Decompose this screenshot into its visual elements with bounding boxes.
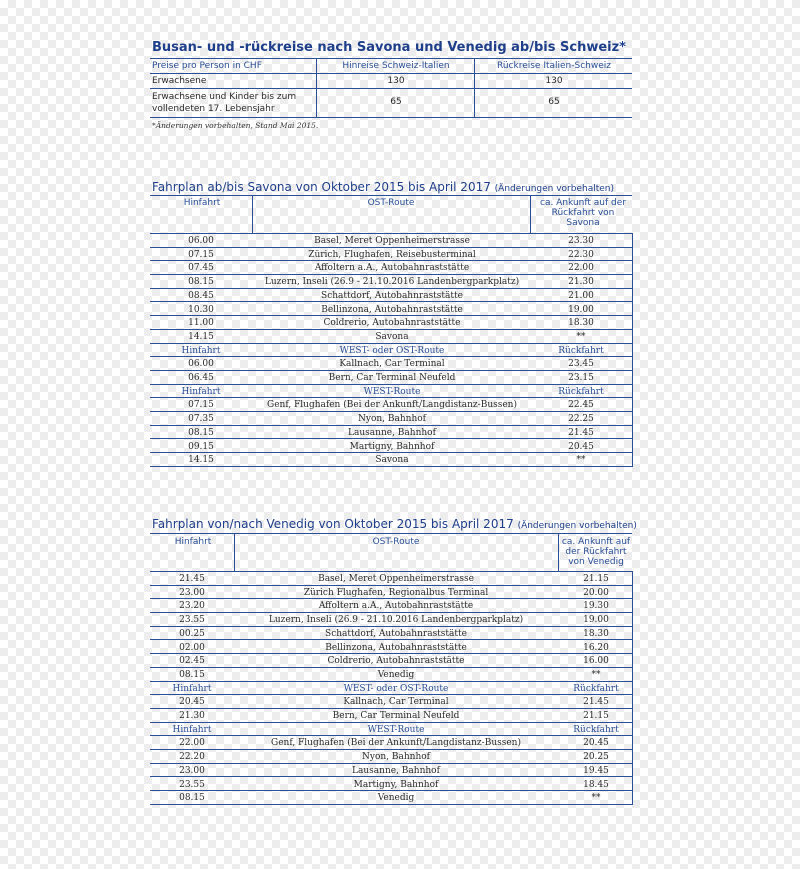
stop-name: Bellinzona, Autobahnraststätte — [321, 304, 463, 315]
stop-name: Bern, Car Terminal Neufeld — [332, 711, 460, 721]
section-header-row — [150, 344, 632, 358]
section-route-label: WEST- oder OST-Route — [339, 345, 445, 356]
table-row — [150, 371, 632, 385]
departure-time: 22.00 — [179, 738, 205, 749]
price-head-rule — [150, 73, 632, 74]
venedig-head-vdivider-1 — [234, 533, 235, 572]
table-row — [150, 261, 632, 275]
table-row — [150, 303, 632, 317]
departure-time: 14.15 — [188, 455, 214, 466]
price-vdivider-1 — [316, 58, 317, 117]
price-title: Busan- und -rückreise nach Savona und Venedig ab/bis Schweiz* — [152, 40, 626, 55]
table-row — [150, 398, 632, 412]
stop-name: Savona — [375, 455, 409, 466]
departure-time: 20.45 — [179, 697, 205, 708]
return-time: 23.30 — [568, 236, 594, 246]
departure-time: 14.15 — [188, 331, 214, 342]
departure-time: 23.55 — [179, 779, 205, 790]
price-footnote: *Änderungen vorbehalten, Stand Mai 2015. — [152, 121, 319, 130]
section-hinfahrt-label: Hinfahrt — [181, 345, 221, 356]
return-time: ** — [591, 669, 601, 680]
departure-time: 08.15 — [188, 427, 214, 438]
departure-time: 06.00 — [188, 359, 214, 370]
section-route-label: WEST-Route — [367, 724, 425, 735]
return-time: 20.25 — [583, 752, 609, 763]
price-row-rule — [150, 88, 632, 89]
savona-head-ankunft: ca. Ankunft auf der Rückfahrt von Savona — [540, 198, 626, 228]
section-rueckfahrt-label: Rückfahrt — [573, 724, 619, 735]
section-header-row — [150, 682, 632, 696]
stop-name: Coldrerio, Autobahnraststätte — [327, 656, 465, 667]
return-time: 21.15 — [583, 574, 609, 584]
return-time: 21.00 — [568, 290, 594, 301]
stop-name: Lausanne, Bahnhof — [348, 427, 436, 438]
price-bottom-rule — [150, 117, 632, 118]
price-row-erwachsene-rueck: 130 — [545, 76, 563, 86]
return-time: 21.45 — [583, 697, 609, 708]
return-time: 16.20 — [583, 642, 609, 653]
departure-time: 23.00 — [179, 587, 205, 598]
price-col-rueckreise: Rückreise Italien-Schweiz — [496, 61, 612, 71]
venedig-title — [152, 517, 637, 531]
section-rueckfahrt-label: Rückfahrt — [558, 386, 604, 397]
return-time: 19.45 — [583, 765, 609, 776]
price-row-erwachsene-label: Erwachsene — [152, 76, 207, 86]
table-row — [150, 641, 632, 655]
venedig-head-hinfahrt: Hinfahrt — [174, 537, 212, 547]
table-row — [150, 275, 632, 289]
stop-name: Coldrerio, Autobahnraststätte — [323, 318, 461, 329]
departure-time: 08.15 — [188, 277, 214, 288]
savona-head-vdivider-2 — [530, 195, 531, 234]
table-row — [150, 330, 632, 344]
stop-name: Venedig — [377, 669, 415, 680]
price-col-hinreise: Hinreise Schweiz-Italien — [342, 61, 450, 71]
venedig-right-border — [632, 571, 633, 805]
stop-name: Kallnach, Car Terminal — [339, 359, 445, 370]
table-row — [150, 572, 632, 586]
table-row — [150, 736, 632, 750]
section-hinfahrt-label: Hinfahrt — [172, 724, 212, 735]
departure-time: 08.15 — [179, 793, 205, 804]
savona-right-border — [632, 233, 633, 467]
table-row — [150, 357, 632, 371]
departure-time: 08.15 — [179, 669, 205, 680]
price-top-rule — [150, 58, 632, 59]
table-row — [150, 791, 632, 805]
venedig-title-text: Fahrplan von/nach Venedig von Oktober 2015 bis April 2017 — [152, 517, 514, 531]
table-row — [150, 440, 632, 454]
departure-time: 09.15 — [188, 441, 214, 452]
row-rule — [150, 466, 632, 467]
departure-time: 02.00 — [179, 642, 205, 653]
stop-name: Bellinzona, Autobahnraststätte — [325, 642, 467, 653]
stop-name: Affoltern a.A., Autobahnraststätte — [314, 263, 470, 274]
departure-time: 07.15 — [188, 400, 214, 411]
stop-name: Savona — [375, 331, 409, 342]
table-row — [150, 654, 632, 668]
departure-time: 08.45 — [188, 290, 214, 301]
table-row — [150, 316, 632, 330]
savona-head-hinfahrt: Hinfahrt — [183, 198, 221, 208]
stop-name: Martigny, Bahnhof — [349, 441, 435, 452]
table-row — [150, 627, 632, 641]
stop-name: Zürich, Flughafen, Reisebusterminal — [308, 249, 476, 260]
departure-time: 06.00 — [188, 236, 214, 246]
departure-time: 23.00 — [179, 765, 205, 776]
return-time: 18.30 — [583, 628, 609, 639]
stop-name: Genf, Flughafen (Bei der Ankunft/Langdistanz-Bussen) — [267, 400, 517, 411]
departure-time: 07.35 — [188, 414, 214, 425]
table-row — [150, 412, 632, 426]
return-time: 21.45 — [568, 427, 594, 438]
stop-name: Genf, Flughafen (Bei der Ankunft/Langdistanz-Bussen) — [271, 738, 521, 749]
price-row-erwachsene-hin: 130 — [387, 76, 405, 86]
table-row — [150, 613, 632, 627]
venedig-head-ankunft: ca. Ankunft auf der Rückfahrt von Venedig — [561, 537, 631, 567]
table-row — [150, 289, 632, 303]
return-time: 21.30 — [568, 277, 594, 288]
stop-name: Zürich Flughafen, Regionalbus Terminal — [303, 587, 489, 598]
return-time: 22.45 — [568, 400, 594, 411]
return-time: ** — [591, 793, 601, 804]
savona-head-vdivider-1 — [252, 195, 253, 234]
return-time: 20.00 — [583, 587, 609, 598]
stop-name: Luzern, Inseli (26.9 - 21.10.2016 Landenbergparkplatz) — [268, 615, 524, 626]
savona-title-text: Fahrplan ab/bis Savona von Oktober 2015 bis April 2017 — [152, 180, 491, 194]
departure-time: 21.45 — [179, 574, 205, 584]
row-rule — [150, 804, 632, 805]
stop-name: Martigny, Bahnhof — [353, 779, 439, 790]
departure-time: 21.30 — [179, 711, 205, 721]
stop-name: Basel, Meret Oppenheimerstrasse — [314, 236, 470, 246]
return-time: 22.00 — [568, 263, 594, 274]
return-time: ** — [576, 331, 586, 342]
table-row — [150, 668, 632, 682]
stop-name: Schattdorf, Autobahnraststätte — [325, 628, 467, 639]
table-row — [150, 709, 632, 723]
section-header-row — [150, 385, 632, 399]
departure-time: 23.55 — [179, 615, 205, 626]
price-col-label: Preise pro Person in CHF — [152, 61, 262, 71]
stop-name: Affoltern a.A., Autobahnraststätte — [318, 601, 474, 612]
table-row — [150, 426, 632, 440]
section-hinfahrt-label: Hinfahrt — [181, 386, 221, 397]
stop-name: Lausanne, Bahnhof — [352, 765, 440, 776]
table-row — [150, 248, 632, 262]
table-row — [150, 750, 632, 764]
section-header-row — [150, 723, 632, 737]
return-time: 21.15 — [583, 711, 609, 721]
stop-name: Basel, Meret Oppenheimerstrasse — [318, 574, 474, 584]
price-row-kinder-label: Erwachsene und Kinder bis zum vollendeten 17. Lebensjahr — [152, 92, 297, 114]
savona-head-route: OST-Route — [367, 198, 415, 208]
return-time: 22.25 — [568, 414, 594, 425]
savona-title-note: (Änderungen vorbehalten) — [494, 184, 615, 194]
return-time: 19.00 — [568, 304, 594, 315]
departure-time: 00.25 — [179, 628, 205, 639]
table-row — [150, 599, 632, 613]
stop-name: Schattdorf, Autobahnraststätte — [321, 290, 463, 301]
stop-name: Nyon, Bahnhof — [357, 414, 426, 425]
savona-top-rule — [150, 195, 632, 196]
return-time: 18.45 — [583, 779, 609, 790]
section-rueckfahrt-label: Rückfahrt — [558, 345, 604, 356]
savona-title — [152, 180, 614, 194]
return-time: 19.00 — [583, 615, 609, 626]
stop-name: Kallnach, Car Terminal — [343, 697, 449, 708]
table-row — [150, 586, 632, 600]
table-row — [150, 453, 632, 467]
stop-name: Luzern, Inseli (26.9 - 21.10.2016 Landenbergparkplatz) — [264, 277, 520, 288]
stop-name: Nyon, Bahnhof — [361, 752, 430, 763]
return-time: 22.30 — [568, 249, 594, 260]
price-row-kinder-hin: 65 — [390, 97, 402, 107]
departure-time: 23.20 — [179, 601, 205, 612]
price-vdivider-2 — [474, 58, 475, 117]
venedig-title-note: (Änderungen vorbehalten) — [517, 521, 637, 531]
departure-time: 11.00 — [188, 318, 214, 329]
departure-time: 07.45 — [188, 263, 214, 274]
stop-name: Venedig — [377, 793, 415, 804]
section-route-label: WEST-Route — [363, 386, 421, 397]
return-time: 23.45 — [568, 359, 594, 370]
departure-time: 07.15 — [188, 249, 214, 260]
table-row — [150, 778, 632, 792]
section-rueckfahrt-label: Rückfahrt — [573, 683, 619, 694]
departure-time: 06.45 — [188, 373, 214, 383]
return-time: ** — [576, 455, 586, 466]
venedig-head-vdivider-2 — [558, 533, 559, 572]
return-time: 16.00 — [583, 656, 609, 667]
venedig-top-rule — [150, 533, 632, 534]
stop-name: Bern, Car Terminal Neufeld — [328, 373, 456, 383]
table-row — [150, 695, 632, 709]
table-row — [150, 764, 632, 778]
departure-time: 02.45 — [179, 656, 205, 667]
venedig-head-route: OST-Route — [372, 537, 420, 547]
section-route-label: WEST- oder OST-Route — [343, 683, 449, 694]
section-hinfahrt-label: Hinfahrt — [172, 683, 212, 694]
return-time: 19.30 — [583, 601, 609, 612]
departure-time: 22.20 — [179, 752, 205, 763]
return-time: 18.30 — [568, 318, 594, 329]
price-row-kinder-rueck: 65 — [548, 97, 560, 107]
table-row — [150, 234, 632, 248]
return-time: 23.15 — [568, 373, 594, 383]
departure-time: 10.30 — [188, 304, 214, 315]
return-time: 20.45 — [583, 738, 609, 749]
return-time: 20.45 — [568, 441, 594, 452]
